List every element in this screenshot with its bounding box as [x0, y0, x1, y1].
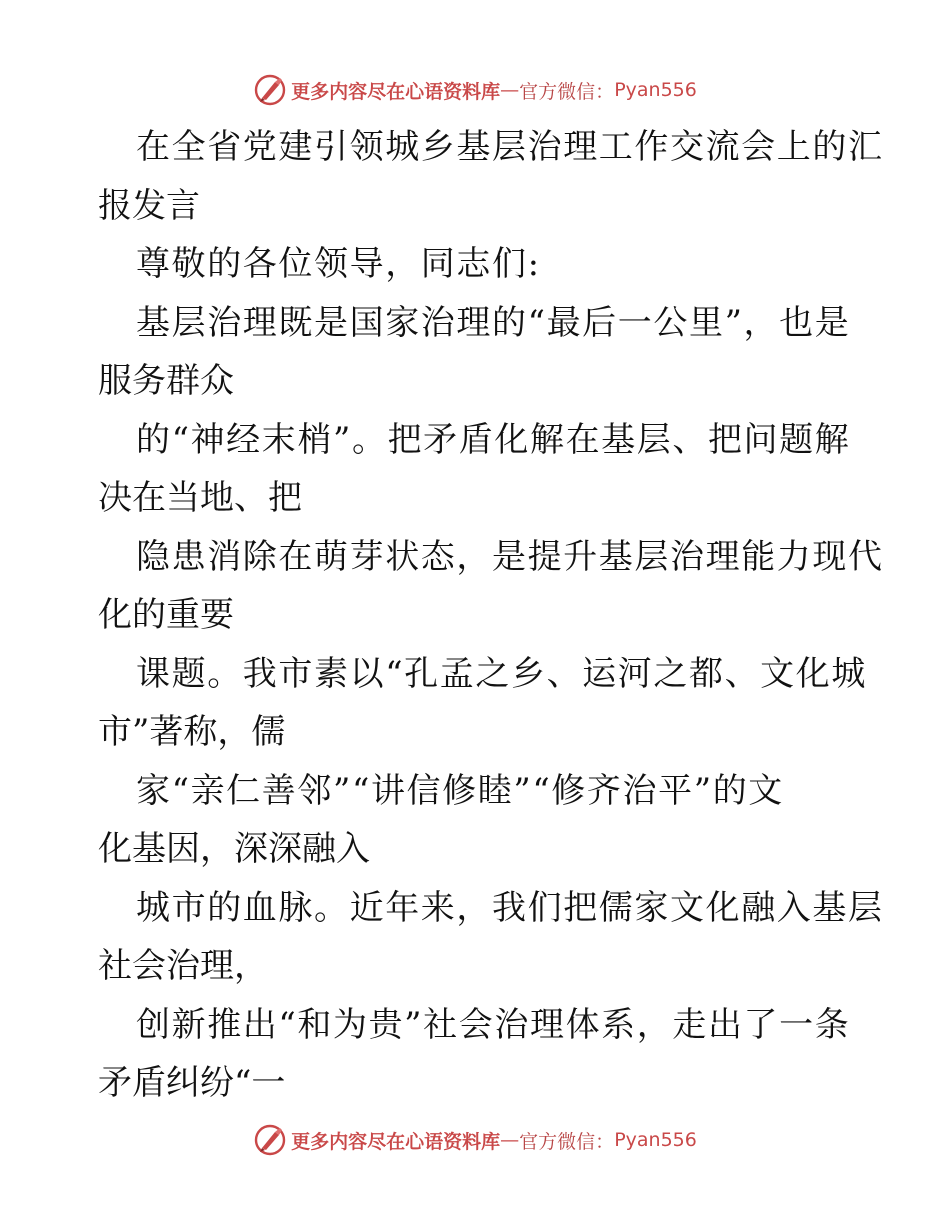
text-line: 尊敬的各位领导，同志们: [136, 244, 541, 284]
header-watermark [0, 70, 950, 110]
text-line: 创新推出“和为贵”社会治理体系，走出了一条 [136, 1004, 851, 1045]
text-line: 化的重要 [98, 595, 234, 635]
watermark-contact-label: 官方微信： [519, 80, 615, 103]
watermark-dash: — [500, 79, 520, 101]
quill-pen-logo-icon [253, 1123, 287, 1157]
text-line: 服务群众 [98, 361, 234, 401]
text-line: 的“神经末梢”。把矛盾化解在基层、把问题解 [136, 419, 851, 460]
text-line: 报发言 [98, 185, 200, 226]
watermark-dash: — [500, 1129, 520, 1151]
watermark-brand: 更多内容尽在心语资料库 [291, 1130, 501, 1153]
text-line: 基层治理既是国家治理的“最后一公里”，也是 [136, 302, 851, 343]
text-line: 市”著称，儒 [98, 712, 286, 752]
text-line: 家“亲仁善邻”“讲信修睦”“修齐治平”的文 [136, 770, 784, 811]
text-line: 决在当地、把 [98, 478, 302, 518]
text-line: 矛盾纠纷“一 [98, 1063, 286, 1103]
watermark-contact-id: Pyan556 [614, 79, 697, 101]
text-line: 城市的血脉。近年来，我们把儒家文化融入基层 [136, 887, 884, 928]
watermark-contact-id: Pyan556 [614, 1129, 697, 1151]
text-line: 化基因，深深融入 [98, 829, 370, 869]
document-body [98, 118, 884, 1113]
watermark-contact-label: 官方微信： [519, 1130, 615, 1153]
quill-pen-logo-icon [253, 73, 287, 107]
text-line: 课题。我市素以“孔孟之乡、运河之都、文化城 [136, 653, 867, 694]
text-line: 隐患消除在萌芽状态，是提升基层治理能力现代 [136, 536, 884, 577]
watermark-brand: 更多内容尽在心语资料库 [291, 80, 501, 103]
text-line: 在全省党建引领城乡基层治理工作交流会上的汇 [136, 127, 884, 167]
footer-watermark [0, 1120, 950, 1160]
text-line: 社会治理， [98, 946, 268, 986]
